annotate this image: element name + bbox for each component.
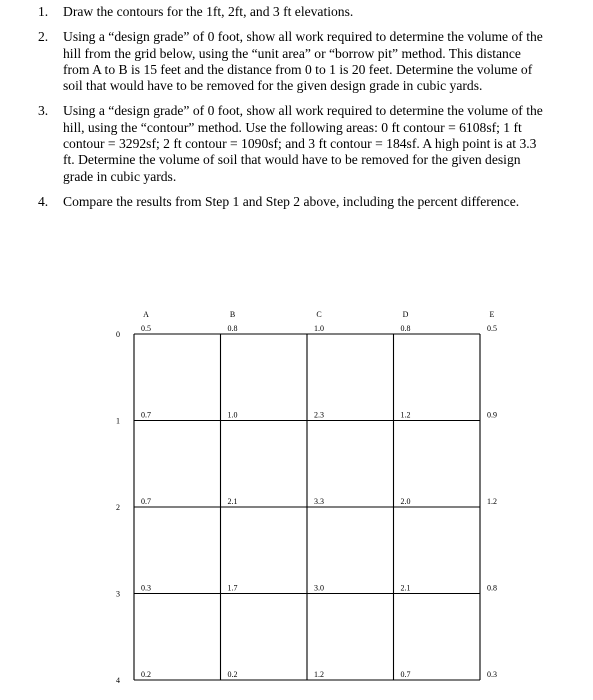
row-label: 3: [116, 589, 120, 599]
row-label: 4: [116, 676, 120, 685]
elevation-grid: [0, 300, 593, 700]
question-number: 4.: [38, 193, 49, 209]
elevation-value: 3.3: [314, 497, 324, 506]
elevation-value: 0.8: [487, 583, 497, 593]
elevation-value: 1.2: [487, 497, 497, 506]
question-item: [38, 194, 548, 210]
elevation-value: 0.8: [400, 324, 411, 333]
elevation-value: 1.7: [227, 583, 238, 593]
elevation-value: 0.2: [141, 670, 151, 679]
row-label: 1: [116, 416, 120, 426]
elevation-value: 0.2: [227, 670, 238, 679]
elevation-value: 0.9: [487, 410, 497, 420]
question-number: 2.: [38, 29, 49, 45]
column-label: E: [489, 310, 495, 319]
elevation-value: 2.0: [400, 497, 411, 506]
question-text: Using a “design grade” of 0 foot, show all work required to determine the volume of the hill from the grid below, using the “unit area” or “borrow pit” method. This distance from A to B is 15 feet and the distance from 0 to 1 is 20 feet. Determine the volume of soil that would have to be removed for the given design grade in cubic yards.: [63, 29, 543, 94]
question-item: [38, 103, 548, 184]
question-text: Using a “design grade” of 0 foot, show all work required to determine the volume of the hill, using the “contour” method. Use the following areas: 0 ft contour = 6108sf; 1 ft contour = 3292sf; 2 ft contour = 1090sf; and 3 ft contour = 184sf. A high point is at 3.3 ft. Determine the volume of soil that would have to be removed for the given design grade in cubic yards.: [63, 103, 543, 184]
elevation-value: 1.2: [400, 410, 411, 420]
elevation-value: 2.1: [227, 497, 238, 506]
elevation-value: 2.3: [314, 410, 324, 420]
question-number: 1.: [38, 4, 49, 19]
elevation-value: 0.5: [141, 324, 151, 333]
elevation-value: 0.5: [487, 324, 497, 333]
question-text: Compare the results from Step 1 and Step 2 above, including the percent difference.: [63, 193, 520, 209]
elevation-value: 1.0: [314, 324, 324, 333]
column-label: D: [402, 310, 409, 319]
elevation-value: 1.2: [314, 670, 324, 679]
column-label: A: [143, 310, 149, 319]
question-number: 3.: [38, 103, 49, 119]
elevation-value: 0.7: [400, 670, 411, 679]
question-text: Draw the contours for the 1ft, 2ft, and 3 ft elevations.: [63, 4, 354, 19]
elevation-value: 1.0: [227, 410, 238, 420]
elevation-value: 0.7: [141, 497, 151, 506]
elevation-value: 0.7: [141, 410, 151, 420]
column-label: B: [229, 310, 236, 319]
elevation-value: 0.3: [487, 670, 497, 679]
elevation-value: 0.3: [141, 583, 151, 593]
row-label: 0: [116, 330, 120, 339]
elevation-value: 3.0: [314, 583, 324, 593]
question-list: [38, 4, 548, 219]
question-item: [38, 29, 548, 94]
elevation-value: 0.8: [227, 324, 238, 333]
question-item: [38, 4, 548, 20]
row-label: 2: [116, 503, 120, 512]
column-label: C: [316, 310, 322, 319]
elevation-value: 2.1: [400, 583, 411, 593]
